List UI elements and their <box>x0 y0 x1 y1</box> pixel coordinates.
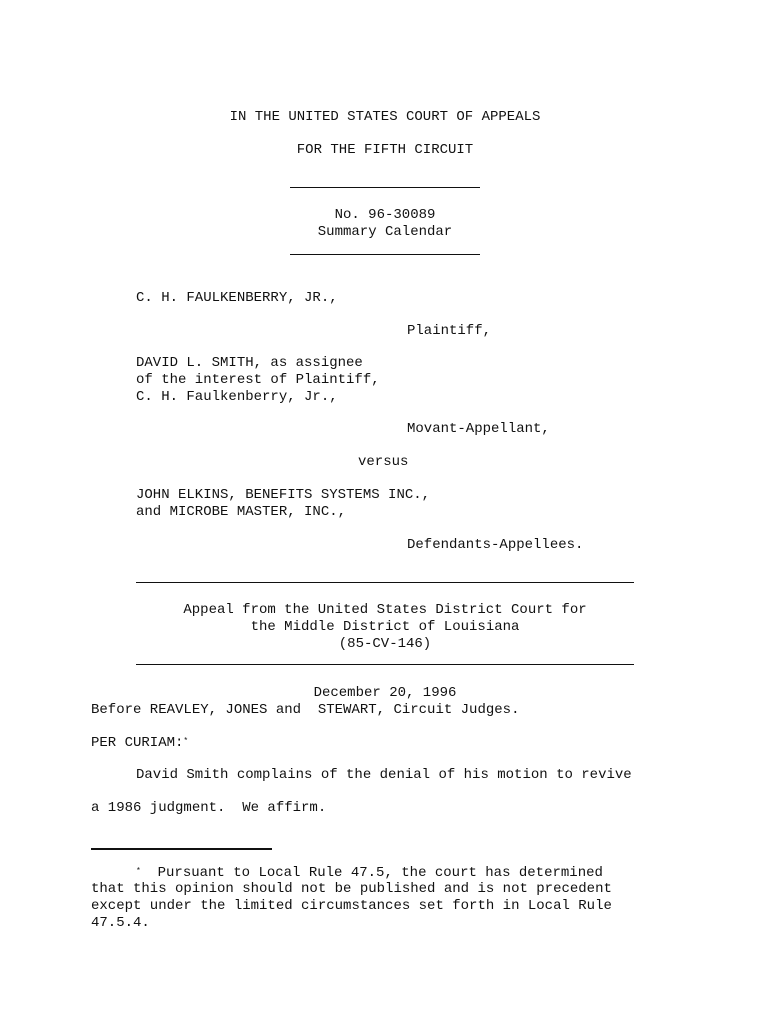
defendant-role: Defendants-Appellees. <box>407 537 584 553</box>
footnote-first-line: * Pursuant to Local Rule 47.5, the court has determined <box>136 865 603 881</box>
per-curiam-heading: PER CURIAM:* <box>91 735 189 751</box>
footnote-line: except under the limited circumstances set forth in Local Rule <box>91 898 612 914</box>
movant-line: of the interest of Plaintiff, <box>136 372 380 388</box>
calendar-label: Summary Calendar <box>317 224 453 240</box>
footnote-line: that this opinion should not be published and is not precedent <box>91 881 612 897</box>
plaintiff-role: Plaintiff, <box>407 323 492 339</box>
opinion-text-line: David Smith complains of the denial of his motion to revive <box>136 767 632 783</box>
case-number: No. 96-30089 <box>334 207 436 223</box>
footnote-divider <box>91 848 272 850</box>
appeal-line: Appeal from the United States District Court for <box>183 602 587 618</box>
appeal-line: the Middle District of Louisiana <box>250 619 520 635</box>
opinion-text-line: a 1986 judgment. We affirm. <box>91 800 327 816</box>
movant-line: DAVID L. SMITH, as assignee <box>136 355 363 371</box>
footnote-line: 47.5.4. <box>91 915 150 931</box>
appeal-rule-bottom <box>136 664 634 665</box>
footnote-mark: * <box>136 867 141 876</box>
decision-date: December 20, 1996 <box>313 685 457 701</box>
appeal-rule-top <box>136 582 634 583</box>
footnote-reference: * <box>183 737 189 746</box>
plaintiff-name: C. H. FAULKENBERRY, JR., <box>136 290 338 306</box>
appeal-line: (85-CV-146) <box>338 636 432 652</box>
header-rule-top <box>290 187 480 188</box>
defendant-line: and MICROBE MASTER, INC., <box>136 504 347 520</box>
panel-judges: Before REAVLEY, JONES and STEWART, Circuit Judges. <box>91 702 520 718</box>
court-title: IN THE UNITED STATES COURT OF APPEALS <box>229 109 541 125</box>
versus-label: versus <box>358 454 409 470</box>
movant-line: C. H. Faulkenberry, Jr., <box>136 389 338 405</box>
movant-role: Movant-Appellant, <box>407 421 550 437</box>
defendant-line: JOHN ELKINS, BENEFITS SYSTEMS INC., <box>136 487 431 503</box>
circuit-title: FOR THE FIFTH CIRCUIT <box>296 142 474 158</box>
header-rule-bottom <box>290 254 480 255</box>
